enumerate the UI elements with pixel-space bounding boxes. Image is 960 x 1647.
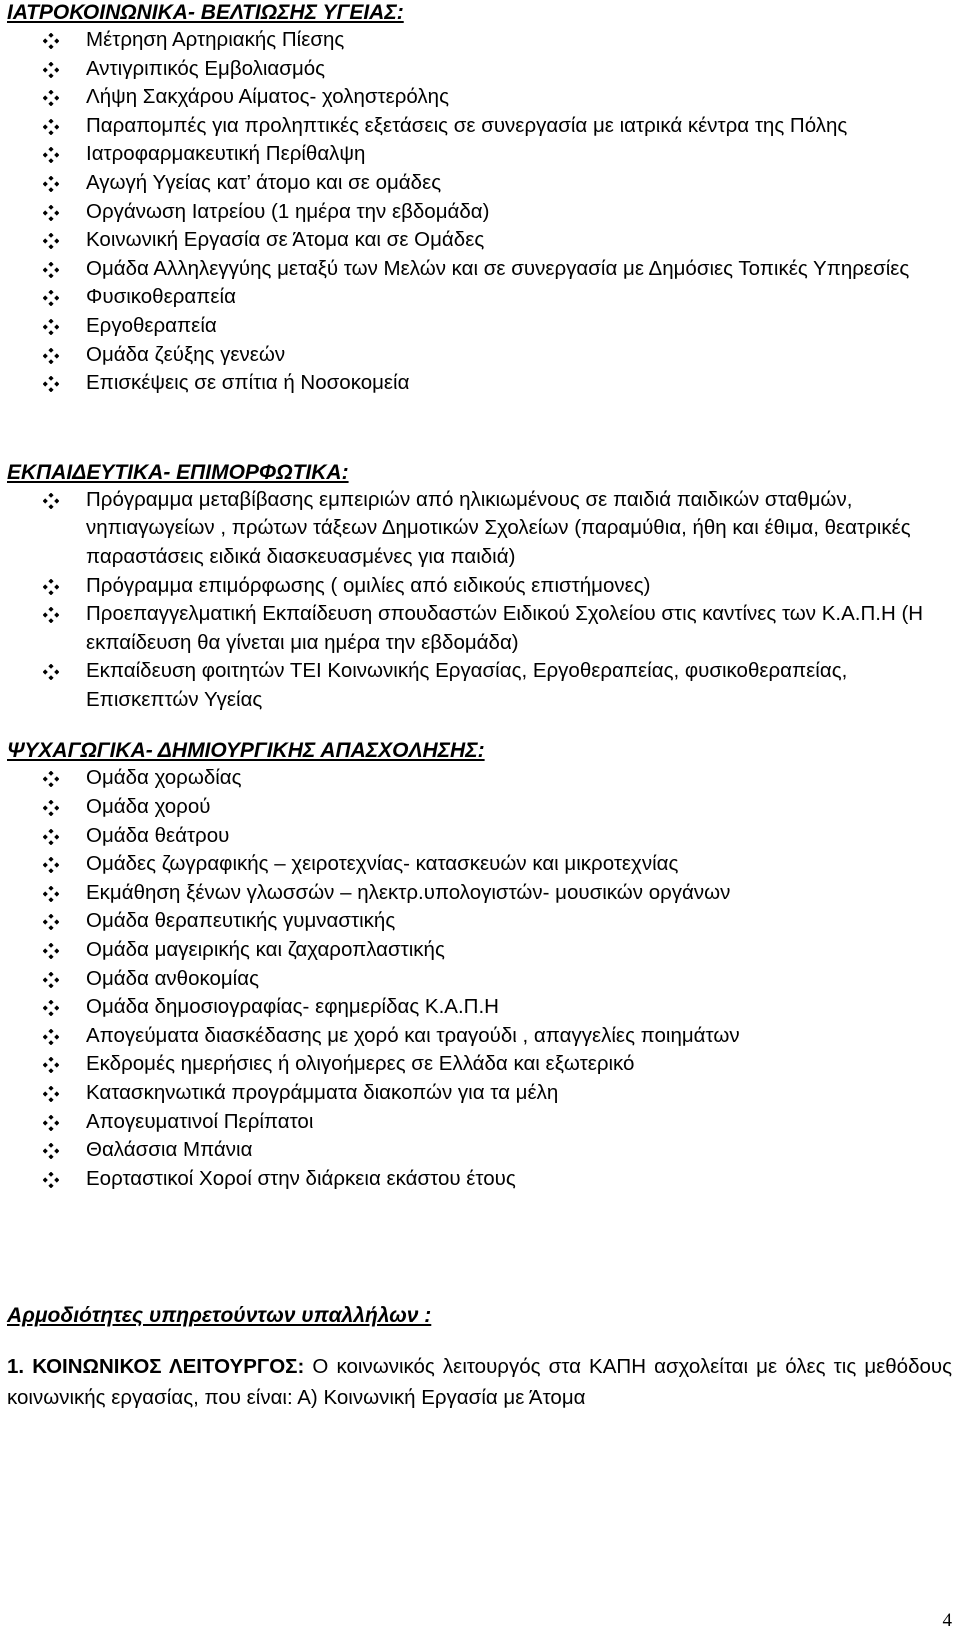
list-item-text: Ιατροφαρμακευτική Περίθαλψη xyxy=(86,142,366,166)
list-item xyxy=(7,993,952,1022)
list-item-text: Ομάδα θεραπευτικής γυμναστικής xyxy=(86,909,396,933)
diamond-dots-bullet-icon xyxy=(43,90,59,106)
list-item-text: Φυσικοθεραπεία xyxy=(86,285,236,309)
list-item-text: Εκμάθηση ξένων γλωσσών – ηλεκτρ.υπολογιστών- μουσικών οργάνων xyxy=(86,880,731,904)
list-item-text: Εργοθεραπεία xyxy=(86,313,217,337)
diamond-dots-bullet-icon xyxy=(43,348,59,364)
list-item-text: Επισκέψεις σε σπίτια ή Νοσοκομεία xyxy=(86,371,410,395)
list-item-text: Ομάδα χορού xyxy=(86,795,211,819)
diamond-dots-bullet-icon xyxy=(43,1172,59,1188)
list-item xyxy=(7,312,952,341)
section-heading-education: ΕΚΠΑΙΔΕΥΤΙΚΑ- ΕΠΙΜΟΡΦΩΤΙΚΑ: xyxy=(7,460,349,484)
list-item xyxy=(7,1050,952,1079)
list-item-text: Αντιγριπικός Εμβολιασμός xyxy=(86,56,326,80)
section-heading-medical: ΙΑΤΡΟΚΟΙΝΩΝΙΚΑ- ΒΕΛΤΙΩΣΗΣ ΥΓΕΙΑΣ: xyxy=(7,1,404,24)
list-item xyxy=(7,572,952,601)
list-item xyxy=(7,226,952,255)
list-item-text: Ομάδες ζωγραφικής – χειροτεχνίας- κατασκευών και μικροτεχνίας xyxy=(86,852,679,876)
diamond-dots-bullet-icon xyxy=(43,290,59,306)
list-item xyxy=(7,112,952,141)
list-item xyxy=(7,369,952,398)
diamond-dots-bullet-icon xyxy=(43,233,59,249)
list-item xyxy=(7,879,952,908)
diamond-dots-bullet-icon xyxy=(43,1086,59,1102)
diamond-dots-bullet-icon xyxy=(43,376,59,392)
diamond-dots-bullet-icon xyxy=(43,1143,59,1159)
list-item xyxy=(7,198,952,227)
diamond-dots-bullet-icon xyxy=(43,493,59,509)
list-item xyxy=(7,1136,952,1165)
list-item xyxy=(7,657,952,714)
list-item xyxy=(7,1022,952,1051)
duties-paragraph-lead: 1. ΚΟΙΝΩΝΙΚΟΣ ΛΕΙΤΟΥΡΓΟΣ: xyxy=(7,1355,305,1379)
list-item xyxy=(7,764,952,793)
list-item xyxy=(7,1165,952,1194)
list-item-text: Ομάδα Αλληλεγγύης μεταξύ των Μελών και σε συνεργασία με Δημόσιες Τοπικές Υπηρεσίες xyxy=(86,256,910,280)
bullet-list-medical xyxy=(7,26,952,398)
list-item xyxy=(7,1108,952,1137)
list-item-text: Ομάδα χορωδίας xyxy=(86,766,242,790)
diamond-dots-bullet-icon xyxy=(43,33,59,49)
diamond-dots-bullet-icon xyxy=(43,972,59,988)
diamond-dots-bullet-icon xyxy=(43,579,59,595)
diamond-dots-bullet-icon xyxy=(43,664,59,680)
diamond-dots-bullet-icon xyxy=(43,205,59,221)
list-item-text: Κατασκηνωτικά προγράμματα διακοπών για τα μέλη xyxy=(86,1081,559,1104)
list-item-text: Εορταστικοί Χοροί στην διάρκεια εκάστου έτους xyxy=(86,1166,516,1190)
document-page xyxy=(7,0,952,1413)
list-item xyxy=(7,55,952,84)
list-item-text: Μέτρηση Αρτηριακής Πίεσης xyxy=(86,28,345,51)
list-item-text: Οργάνωση Ιατρείου (1 ημέρα την εβδομάδα) xyxy=(86,199,490,223)
list-item-text: Ομάδα ανθοκομίας xyxy=(86,966,259,990)
diamond-dots-bullet-icon xyxy=(43,829,59,845)
diamond-dots-bullet-icon xyxy=(43,319,59,335)
list-item-text: Εκδρομές ημερήσιες ή ολιγοήμερες σε Ελλάδα και εξωτερικό xyxy=(86,1052,635,1076)
list-item xyxy=(7,83,952,112)
list-item-text: Προεπαγγελματική Εκπαίδευση σπουδαστών Ειδικού Σχολείου στις καντίνες των Κ.Α.Π.Η (Η εκπαίδευση θα γίνεται μια ημέρα την εβδομάδα) xyxy=(86,602,924,654)
list-item xyxy=(7,822,952,851)
list-item-text: Λήψη Σακχάρου Αίματος- χοληστερόλης xyxy=(86,85,449,109)
diamond-dots-bullet-icon xyxy=(43,607,59,623)
list-item xyxy=(7,486,952,572)
list-item-text: Πρόγραμμα επιμόρφωσης ( ομιλίες από ειδικούς επιστήμονες) xyxy=(86,573,651,597)
list-item-text: Παραπομπές για προληπτικές εξετάσεις σε συνεργασία με ιατρικά κέντρα της Πόλης xyxy=(86,113,848,137)
diamond-dots-bullet-icon xyxy=(43,771,59,787)
diamond-dots-bullet-icon xyxy=(43,943,59,959)
list-item xyxy=(7,850,952,879)
list-item-text: Πρόγραμμα μεταβίβασης εμπειριών από ηλικιωμένους σε παιδιά παιδικών σταθμών, νηπιαγωγείων , πρώτων τάξεων Δημοτικών Σχολείων (παραμύθια, ήθη και έθιμα, θεατρικές παραστάσεις ειδικά διασκευασμένες για παιδιά) xyxy=(86,487,911,568)
list-item xyxy=(7,341,952,370)
section-heading-duties: Αρμοδιότητες υπηρετούντων υπαλλήλων : xyxy=(7,1304,432,1328)
diamond-dots-bullet-icon xyxy=(43,886,59,902)
diamond-dots-bullet-icon xyxy=(43,1000,59,1016)
list-item-text: Απογευματινοί Περίπατοι xyxy=(86,1109,314,1133)
diamond-dots-bullet-icon xyxy=(43,857,59,873)
diamond-dots-bullet-icon xyxy=(43,176,59,192)
list-item-text: Εκπαίδευση φοιτητών ΤΕΙ Κοινωνικής Εργασίας, Εργοθεραπείας, φυσικοθεραπείας, Επισκεπτών Υγείας xyxy=(86,659,848,711)
list-item xyxy=(7,793,952,822)
list-item-text: Ομάδα δημοσιογραφίας- εφημερίδας Κ.Α.Π.Η xyxy=(86,995,499,1019)
list-item xyxy=(7,1079,952,1108)
diamond-dots-bullet-icon xyxy=(43,800,59,816)
diamond-dots-bullet-icon xyxy=(43,1029,59,1045)
list-item xyxy=(7,140,952,169)
list-item-text: Αγωγή Υγείας κατ’ άτομο και σε ομάδες xyxy=(86,170,442,194)
diamond-dots-bullet-icon xyxy=(43,147,59,163)
list-item xyxy=(7,169,952,198)
list-item-text: Ομάδα ζεύξης γενεών xyxy=(86,342,286,366)
list-item xyxy=(7,600,952,657)
diamond-dots-bullet-icon xyxy=(43,1057,59,1073)
list-item xyxy=(7,255,952,284)
list-item xyxy=(7,965,952,994)
list-item-text: Απογεύματα διασκέδασης με χορό και τραγούδι , απαγγελίες ποιημάτων xyxy=(86,1023,740,1047)
list-item-text: Ομάδα θεάτρου xyxy=(86,823,230,847)
list-item xyxy=(7,26,952,55)
diamond-dots-bullet-icon xyxy=(43,62,59,78)
bullet-list-education xyxy=(7,486,952,715)
duties-paragraph-text: Ο κοινωνικός λειτουργός στα ΚΑΠΗ ασχολείται με όλες τις μεθόδους κοινωνικής εργασίας, που είναι: Α) Κοινωνική Εργασία με Άτομα xyxy=(7,1355,952,1410)
page-number: 4 xyxy=(942,1610,952,1631)
section-heading-recreation: ΨΥΧΑΓΩΓΙΚΑ- ΔΗΜΙΟΥΡΓΙΚΗΣ ΑΠΑΣΧΟΛΗΣΗΣ: xyxy=(7,739,485,763)
list-item xyxy=(7,283,952,312)
duties-paragraph xyxy=(7,1351,952,1413)
diamond-dots-bullet-icon xyxy=(43,262,59,278)
list-item-text: Θαλάσσια Μπάνια xyxy=(86,1138,253,1162)
bullet-list-recreation xyxy=(7,764,952,1193)
list-item xyxy=(7,936,952,965)
diamond-dots-bullet-icon xyxy=(43,914,59,930)
list-item xyxy=(7,907,952,936)
diamond-dots-bullet-icon xyxy=(43,119,59,135)
list-item-text: Κοινωνική Εργασία σε Άτομα και σε Ομάδες xyxy=(86,228,485,252)
list-item-text: Ομάδα μαγειρικής και ζαχαροπλαστικής xyxy=(86,938,445,962)
diamond-dots-bullet-icon xyxy=(43,1115,59,1131)
